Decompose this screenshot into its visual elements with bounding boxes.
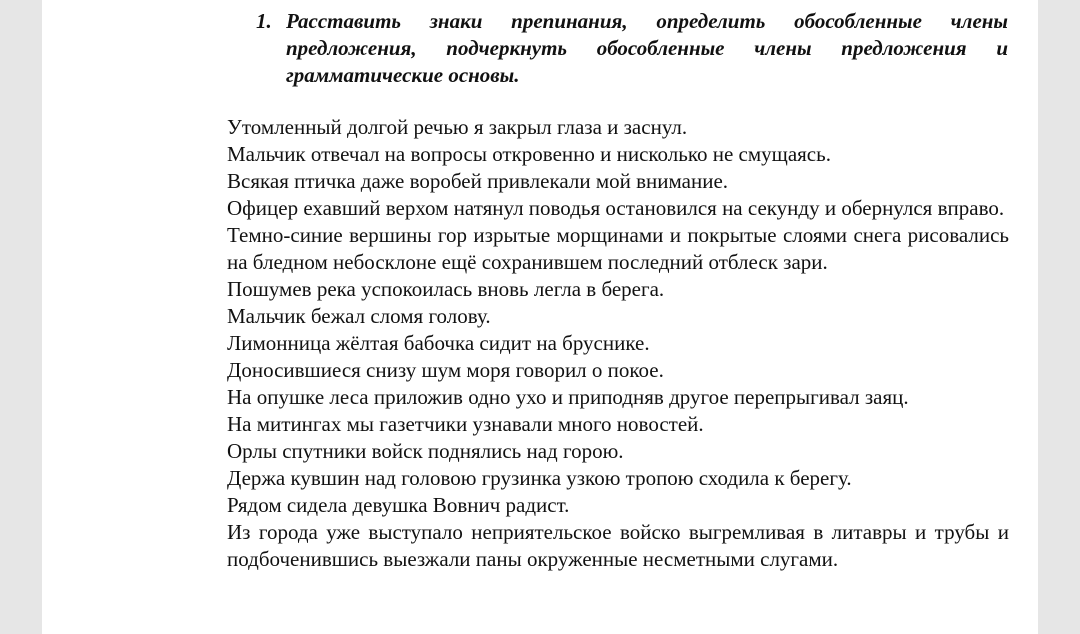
sentence: На опушке леса приложив одно ухо и приподняв другое перепрыгивал заяц.: [227, 385, 909, 409]
sentence: Всякая птичка даже воробей привлекали мой внимание.: [227, 169, 729, 193]
sentence: Лимонница жёлтая бабочка сидит на бруснике.: [227, 331, 650, 355]
sentence: Мальчик отвечал на вопросы откровенно и нисколько не смущаясь.: [227, 142, 831, 166]
sentence-list: [227, 114, 1009, 573]
task-heading: [256, 8, 1008, 89]
sentence: Мальчик бежал сломя голову.: [227, 304, 491, 328]
sentence: Пошумев река успокоилась вновь легла в берега.: [227, 277, 665, 301]
sentence: Из города уже выступало неприятельское войско выгремливая в литавры и трубы и подбоченившись выезжали паны окруженные несметными слугами.: [227, 520, 1009, 571]
sentence: Офицер ехавший верхом натянул поводья остановился на секунду и обернулся вправо.: [227, 196, 1005, 220]
sentence: Утомленный долгой речью я закрыл глаза и заснул.: [227, 115, 688, 139]
sentence: На митингах мы газетчики узнавали много новостей.: [227, 412, 704, 436]
sentence: Орлы спутники войск поднялись над горою.: [227, 439, 624, 463]
sentence: Темно-синие вершины гор изрытые морщинами и покрытые слоями снега рисовались на бледном небосклоне ещё сохранившем последний отблеск зари.: [227, 223, 1009, 274]
document-page: [42, 0, 1038, 634]
sentence: Доносившиеся снизу шум моря говорил о покое.: [227, 358, 664, 382]
sentence: Держа кувшин над головою грузинка узкою тропою сходила к берегу.: [227, 466, 852, 490]
task-number: 1.: [256, 9, 272, 33]
sentence: Рядом сидела девушка Вовнич радист.: [227, 493, 570, 517]
task-text: Расставить знаки препинания, определить обособленные члены предложения, подчеркнуть обособленные члены предложения и грамматические основы.: [286, 9, 1008, 87]
